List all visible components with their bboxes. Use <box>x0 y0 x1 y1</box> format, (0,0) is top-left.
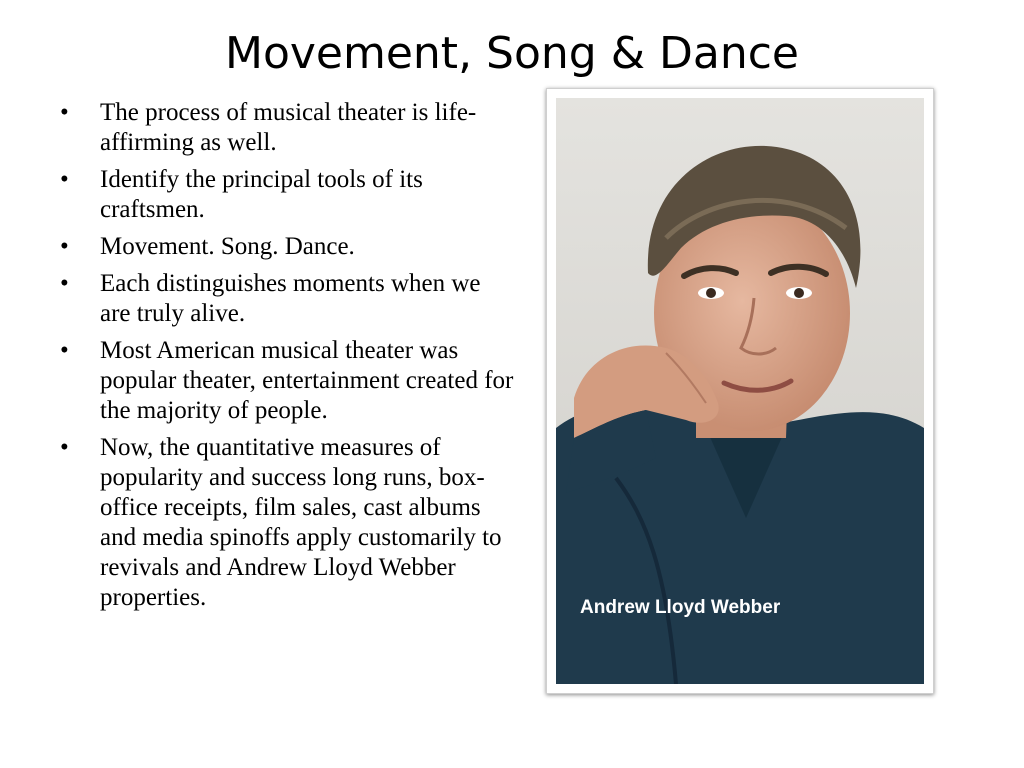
bullet-item <box>56 165 514 225</box>
bullet-item <box>56 232 514 262</box>
bullet-dot: • <box>60 434 69 461</box>
bullet-text: Now, the quantitative measures of popularity and success long runs, box-office receipts, film sales, cast albums and media spinoffs apply customarily to revivals and Andrew Lloyd Webber properties. <box>100 434 502 611</box>
slide-title: Movement, Song & Dance <box>225 28 799 79</box>
bullet-dot: • <box>60 166 69 193</box>
bullet-text: Most American musical theater was popular theater, entertainment created for the majority of people. <box>100 337 514 424</box>
bullet-text: Movement. Song. Dance. <box>100 233 355 260</box>
bullet-dot: • <box>60 270 69 297</box>
bullet-item <box>56 336 514 426</box>
bullet-text: Each distinguishes moments when we are truly alive. <box>100 270 481 327</box>
bullet-item <box>56 98 514 158</box>
bullet-dot: • <box>60 99 69 126</box>
bullet-item <box>56 269 514 329</box>
bullet-text: The process of musical theater is life-affirming as well. <box>100 99 477 156</box>
bullet-item <box>56 433 514 613</box>
bullet-list <box>56 98 514 620</box>
bullet-dot: • <box>60 337 69 364</box>
photo-caption: Andrew Lloyd Webber <box>580 597 781 618</box>
bullet-text: Identify the principal tools of its craftsmen. <box>100 166 423 223</box>
bullet-dot: • <box>60 233 69 260</box>
